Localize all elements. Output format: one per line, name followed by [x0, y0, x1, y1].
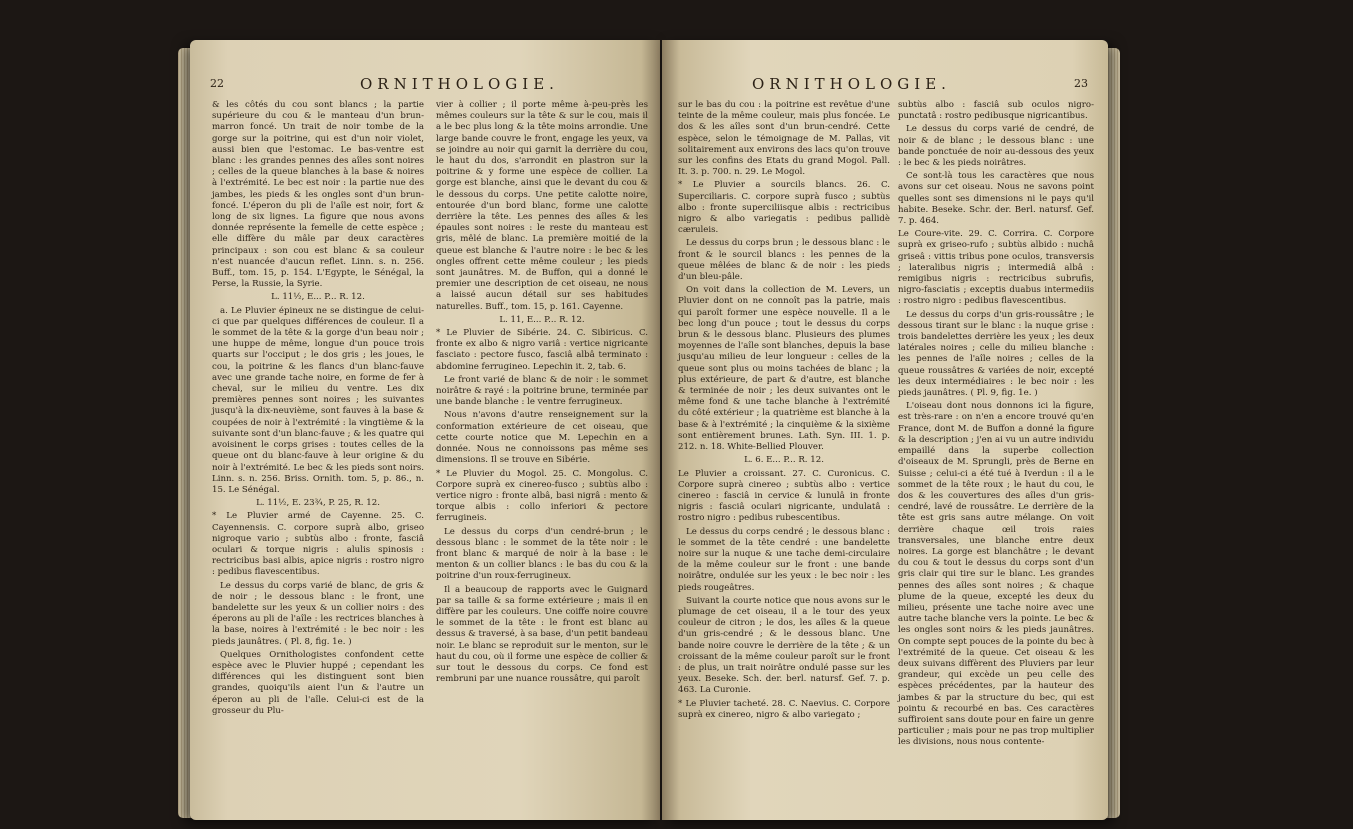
- paragraph: Ce sont-là tous les caractères que nous avons sur cet oiseau. Nous ne savons point quelles sont ses dimensions ni le pays qu'il habite. Beseke. Schr. der. Berl. natursf. Gef. 7. p. 464.: [898, 171, 1094, 227]
- paragraph: & les côtés du cou sont blancs ; la partie supérieure du cou & le manteau d'un brun-marron foncé. Un trait de noir tombe de la gorge sur la poitrine, qui est d'un noir violet, aussi bien que l'estomac. Le bas-ventre est blanc : les grandes pennes des aîles sont noires ; celles de la queue blanches à la base & noires à l'extrémité. Le bec est noir : la partie nue des jambes, les pieds & les ongles sont d'un brun-foncé. L'éperon du pli de l'aîle est noir, fort & long de six lignes. La figure que nous avons donnée représente la femelle de cette espèce ; elle diffère du mâle par deux caractères principaux : son cou est blanc & sa couleur n'est nuancée d'aucun reflet. Linn. s. n. 256. Buff., tom. 15, p. 154. L'Egypte, le Sénégal, la Perse, la Russie, la Syrie.: [212, 100, 424, 290]
- paragraph: Le dessus du corps varié de blanc, de gris & de noir ; le dessous blanc : le front, une bandelette sur les yeux & un collier noirs : des éperons au pli de l'aîle : les rectrices blanches à la base, noires à l'extrémité : le bec noir : les pieds jaunâtres. ( Pl. 8, fig. 1e. ): [212, 580, 424, 647]
- paragraph: L'oiseau dont nous donnons ici la figure, est très-rare : on n'en a encore trouvé qu'en France, dont M. de Buffon a donné la figure & la description ; j'en ai vu un autre individu empaillé dans la superbe collection d'oiseaux de M. Sprungli, près de Berne en Suisse ; celui-ci a été tué à Iverdun : il a le sommet de la tête roux ; le haut du cou, le dos & les couvertures des aîles d'un gris-cendré, lavé de roussâtre. Le derrière de la tête est gris sans autre mélange. On voit derrière chaque œil trois raies transversales, une blanche entre deux noires. La gorge est blanchâtre ; le devant du cou & tout le dessus du corps sont d'un gris clair qui tire sur le blanc. Les grandes pennes des aîles sont noires ; & chaque plume de la queue, excepté les deux du milieu, présente une tache noire avec une autre tache blanche vers la pointe. Le bec & les ongles sont noirs & les pieds jaunâtres. On compte sept pouces de la pointe du bec à l'extrémité de la queue. Cet oiseau & les deux suivans diffèrent des Pluviers par leur grandeur, qui excède un peu celle des espèces précédentes, par la hauteur des jambes & par la structure du bec, qui est pointu & recourbé en bas. Ces caractères suffiroient sans doute pour en faire un genre particulier ; mais pour ne pas trop multiplier les divisions, nous nous contente-: [898, 401, 1094, 748]
- species-heading: * Le Pluvier a sourcils blancs. 26. C. Superciliaris. C. corpore suprà fusco ; subtùs albo : fronte superciliisque albis : rectricibus nigro & albo variegatis : pedibus pallidè cæruleis.: [678, 180, 890, 236]
- paragraph: Il a beaucoup de rapports avec le Guignard par sa taille & sa forme extérieure ; mais il en diffère par les couleurs. Une coiffe noire couvre le sommet de la tête : le front est blanc au dessus & traversé, à sa base, d'un petit bandeau noir. Le blanc se reproduit sur le menton, sur le haut du cou, où il forme une espèce de collier & sur tout le dessous du corps. Ce fond est rembruni par une nuance roussâtre, qui paroît: [436, 584, 648, 685]
- right-page-edges: [1106, 48, 1120, 818]
- left-page-header: [210, 75, 640, 97]
- species-heading: Le Coure-vite. 29. C. Corrira. C. Corpore suprà ex griseo-rufo ; subtùs albido : nuchâ griseâ : vittis tribus pone oculos, transversis ; lateralibus nigris ; intermediâ albâ : remigibus nigris : rectricibus subrufis, nigro-fasciatis ; exceptis duabus intermediis : rostro nigro : pedibus flavescentibus.: [898, 229, 1094, 307]
- right-page-column-2: [898, 100, 1094, 751]
- paragraph: Le dessus du corps d'un gris-roussâtre ; le dessous tirant sur le blanc : la nuque grise : trois bandelettes derrière les yeux ; les deux latérales noires ; celle du milieu blanche : les pennes de l'aîle noires ; celles de la queue roussâtres & variées de noir, excepté les deux intermédiaires : le bec noir : les pieds jaunâtres. ( Pl. 9, fig. 1e. ): [898, 309, 1094, 399]
- left-page-number: 22: [210, 77, 224, 90]
- paragraph: Le dessus du corps cendré ; le dessous blanc : le sommet de la tête cendré : une bandelette noire sur la nuque & une tache demi-circulaire de la même couleur sur le front : une bande noirâtre, ondulée sur les yeux : le bec noir : les pieds rougeâtres.: [678, 526, 890, 593]
- right-running-head: ORNITHOLOGIE.: [752, 75, 951, 93]
- species-heading: * Le Pluvier armé de Cayenne. 25. C. Cayennensis. C. corpore suprà albo, griseo nigroque vario ; subtùs albo : fronte, fasciâ oculari & torque nigris : alulis spinosis : rectricibus basi albis, apice nigris : rostro nigro : pedibus flavescentibus.: [212, 511, 424, 578]
- paragraph: Le front varié de blanc & de noir : le sommet noirâtre & rayé : la poitrine brune, terminée par une bande blanche : le ventre ferrugineux.: [436, 374, 648, 408]
- right-page: [662, 40, 1108, 820]
- paragraph: Quelques Ornithologistes confondent cette espèce avec le Pluvier huppé ; cependant les différences qui les distinguent sont bien grandes, quoiqu'ils aient l'un & l'autre un éperon au pli de l'aîle. Celui-ci est de la grosseur du Plu-: [212, 649, 424, 716]
- paragraph: On voit dans la collection de M. Levers, un Pluvier dont on ne connoît pas la patrie, mais qui paroît former une espèce nouvelle. Il a le bec long d'un pouce ; tout le dessus du corps brun & le dessous blanc. Plusieurs des plumes moyennes de l'aîle sont blanches, depuis la base jusqu'au milieu de leur longueur : celles de la queue sont plus ou moins tachées de blanc ; la plus extérieure, de part & d'autre, est blanche & terminée de noir ; les deux suivantes ont le même fond & une tache blanche à l'extrémité du côté extérieur ; la quatrième est blanche à la base & à l'extrémité ; la cinquième & la sixième sont entièrement brunes. Lath. Syn. III. 1. p. 212. n. 18. White-Bellied Plouver.: [678, 285, 890, 453]
- paragraph: Le dessus du corps varié de cendré, de noir & de blanc ; le dessous blanc : une bande ponctuée de noir au-dessous des yeux : le bec & les pieds noirâtres.: [898, 124, 1094, 169]
- species-heading: * Le Pluvier de Sibérie. 24. C. Sibiricus. C. fronte ex albo & nigro variâ : vertice nigricante fasciato : pectore fusco, fasciâ albâ terminato : abdomine ferrugineo. Lepechin it. 2, tab. 6.: [436, 328, 648, 372]
- left-page-column-1: [212, 100, 424, 719]
- left-page: [190, 40, 660, 820]
- paragraph: a. Le Pluvier épineux ne se distingue de celui-ci que par quelques différences de couleur. Il a le sommet de la tête & la gorge d'un beau noir ; une huppe de même, longue d'un pouce trois quarts sur l'occiput ; le dos gris ; les joues, le cou, la poitrine & les flancs d'un blanc-fauve avec une grande tache noire, en forme de fer à cheval, sur le milieu du ventre. Les dix premières pennes sont noires ; les suivantes jusqu'à la dix-neuvième, sont fauves à la base & coupées de noir à l'extrémité : la vingtième & la suivante sont d'un blanc-fauve ; & les quatre qui avoisinent le corps grises : toutes celles de la queue ont du blanc-fauve à leur origine & du noir à l'extrémité. Le bec & les pieds sont noirs. Linn. s. n. 256. Briss. Ornith. tom. 5, p. 86., n. 15. Le Sénégal.: [212, 305, 424, 495]
- paragraph: subtùs albo : fasciâ sub oculos nigro-punctatâ : rostro pedibusque nigricantibus.: [898, 100, 1094, 122]
- right-page-number: 23: [1074, 77, 1088, 90]
- paragraph: Suivant la courte notice que nous avons sur le plumage de cet oiseau, il a le tour des yeux couleur de citron ; le dos, les aîles & la queue d'un gris-cendré ; & le dessous blanc. Une bande noire couvre le derrière de la tête ; & un croissant de la même couleur paroît sur le front : de plus, un trait noirâtre ondulé passe sur les yeux. Beseke. Sch. der. berl. natursf. Gef. 7. p. 463. La Curonie.: [678, 595, 890, 696]
- left-running-head: ORNITHOLOGIE.: [360, 75, 559, 93]
- paragraph: Le dessus du corps d'un cendré-brun ; le dessous blanc : le sommet de la tête noir : le front blanc & marqué de noir à la base : le menton & un collier blancs : le bas du cou & la poitrine d'un roux-ferrugineux.: [436, 526, 648, 582]
- left-page-column-2: [436, 100, 648, 687]
- paragraph: Nous n'avons d'autre renseignement sur la conformation extérieure de cet oiseau, que cette courte notice que M. Lepechin en a donnée. Nous ne connoissons pas même ses dimensions. Il se trouve en Sibérie.: [436, 410, 648, 466]
- right-page-column-1: [678, 100, 890, 723]
- paragraph: sur le bas du cou : la poitrine est revêtue d'une teinte de la même couleur, mais plus foncée. Le dos & les aîles sont d'un brun-cendré. Cette espèce, selon le témoignage de M. Pallas, vit solitairement aux environs des lacs qu'on trouve sur les confins des Etats du grand Mogol. Pall. It. 3. p. 700. n. 29. Le Mogol.: [678, 100, 890, 178]
- paragraph: vier à collier ; il porte même à-peu-près les mêmes couleurs sur la tête & sur le cou, mais il a le bec plus long & la tête moins arrondie. Une large bande couvre le front, engage les yeux, va se joindre au noir qui garnit la derrière du cou, le haut du dos, s'arrondit en plastron sur la poitrine & y forme une espèce de collier. La gorge est blanche, ainsi que le devant du cou & le dessous du corps. Une petite calotte noire, entourée d'un bord blanc, forme une calotte derrière la tête. Les pennes des aîles & les épaules sont noires : le reste du manteau est gris, mêlé de blanc. La première moitié de la queue est blanche & l'autre noire : le bec & les ongles offrent cette même couleur ; les pieds sont jaunâtres. M. de Buffon, qui a donné le premier une description de cet oiseau, ne nous a laissé aucun détail sur ses habitudes naturelles. Buff., tom. 15, p. 161. Cayenne.: [436, 100, 648, 312]
- measurements: L. 11½, E. 23¾, P. 25, R. 12.: [256, 498, 380, 509]
- species-heading: * Le Pluvier tacheté. 28. C. Naevius. C. Corpore suprà ex cinereo, nigro & albo variegato ;: [678, 698, 890, 720]
- paragraph: Le dessus du corps brun ; le dessous blanc : le front & le sourcil blancs : les pennes de la queue mêlées de blanc & de noir : les pieds d'un bleu-pâle.: [678, 238, 890, 283]
- right-page-header: [682, 75, 1088, 97]
- measurements: L. 11½, E... P... R. 12.: [271, 292, 365, 303]
- species-heading: * Le Pluvier du Mogol. 25. C. Mongolus. C. Corpore suprà ex cinereo-fusco ; subtùs albo : vertice nigro : fronte albâ, basi nigrâ : mento & torque albis : collo inferiori & pectore ferrugineis.: [436, 468, 648, 524]
- species-heading: Le Pluvier a croissant. 27. C. Curonicus. C. Corpore suprà cinereo ; subtùs albo : vertice cinereo : fasciâ in cervice & lunulâ in fronte nigris : fasciâ oculari nigricante, undulatâ : rostro nigro : pedibus rubescentibus.: [678, 468, 890, 524]
- measurements: L. 6. E... P... R. 12.: [744, 455, 824, 466]
- measurements: L. 11, E... P... R. 12.: [499, 314, 585, 325]
